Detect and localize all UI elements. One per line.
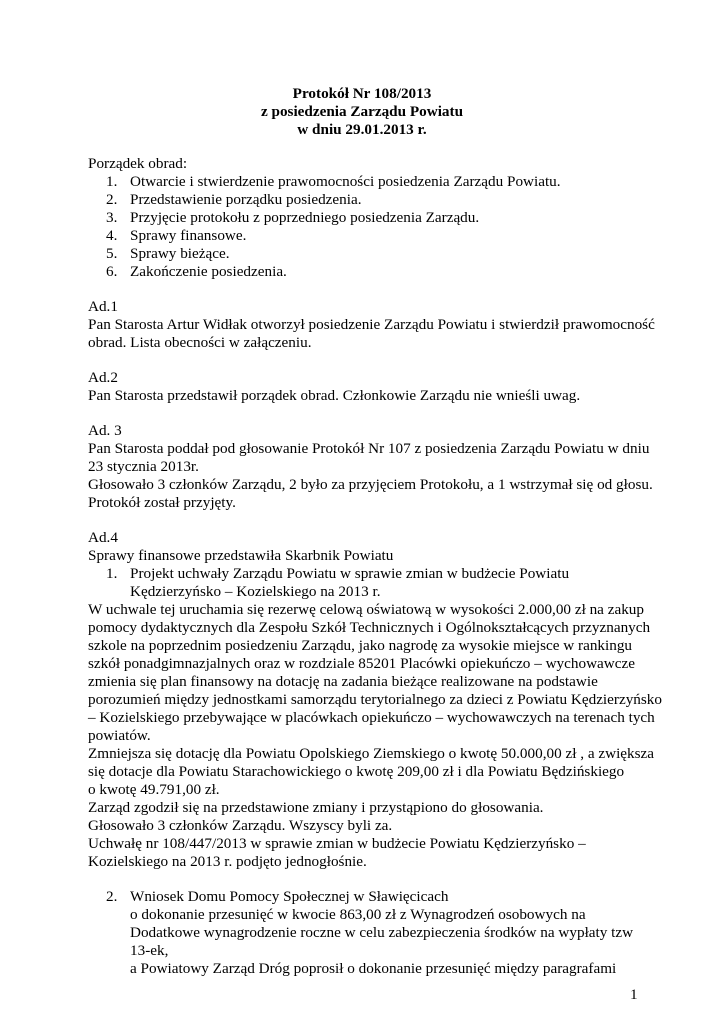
ad4-body-line: Uchwałę nr 108/447/2013 w sprawie zmian w budżecie Powiatu Kędzierzyńsko – bbox=[88, 835, 586, 852]
ad4-body-line: Kozielskiego na 2013 r. podjęto jednogłośnie. bbox=[88, 853, 367, 870]
ad1-text-line: Pan Starosta Artur Widłak otworzył posiedzenie Zarządu Powiatu i stwierdził prawomocność bbox=[88, 316, 655, 333]
ad4-body-line: Głosowało 3 członków Zarządu. Wszyscy byli za. bbox=[88, 817, 393, 834]
agenda-item-text: Sprawy finansowe. bbox=[130, 227, 247, 244]
agenda-item-number: 1. bbox=[106, 173, 118, 190]
agenda-heading: Porządek obrad: bbox=[88, 155, 188, 172]
agenda-item-text: Przyjęcie protokołu z poprzedniego posiedzenia Zarządu. bbox=[130, 209, 480, 226]
ad4-body-line: pomocy dydaktycznych dla Zespołu Szkół Technicznych i Ogólnokształcących przyznanych bbox=[88, 619, 651, 636]
ad4-body-line: porozumień między jednostkami samorządu terytorialnego za dzieci z Powiatu Kędzierzyńsko bbox=[88, 691, 662, 708]
agenda-item-text: Sprawy bieżące. bbox=[130, 245, 230, 262]
ad1-text-line: obrad. Lista obecności w załączeniu. bbox=[88, 334, 312, 351]
ad3-text-line: 23 stycznia 2013r. bbox=[88, 458, 199, 475]
ad4-item-line: o dokonanie przesunięć w kwocie 863,00 zł z Wynagrodzeń osobowych na bbox=[130, 906, 586, 923]
agenda-item-number: 5. bbox=[106, 245, 118, 262]
ad2-text-line: Pan Starosta przedstawił porządek obrad. Członkowie Zarządu nie wnieśli uwag. bbox=[88, 387, 581, 404]
ad4-body-line: o kwotę 49.791,00 zł. bbox=[88, 781, 220, 798]
agenda-item-text: Zakończenie posiedzenia. bbox=[130, 263, 287, 280]
ad4-body-line: szkole na poprzednim posiedzeniu Zarządu, jako nagrodę za wysokie miejsce w rankingu bbox=[88, 637, 633, 654]
agenda-item-number: 4. bbox=[106, 227, 118, 244]
agenda-item-number: 2. bbox=[106, 191, 118, 208]
ad4-body-line: szkół ponadgimnazjalnych oraz w rozdziale 85201 Placówki opiekuńczo – wychowawcze bbox=[88, 655, 635, 672]
page-number: 1 bbox=[630, 986, 638, 1003]
ad4-body-line: – Kozielskiego przebywające w placówkach opiekuńczo – wychowawczych na terenach tych bbox=[88, 709, 655, 726]
ad3-heading: Ad. 3 bbox=[88, 422, 122, 439]
ad4-body-line: zmienia się plan finansowy na dotację na zadania bieżące realizowane na podstawie bbox=[88, 673, 598, 690]
ad4-item-line: a Powiatowy Zarząd Dróg poprosił o dokonanie przesunięć między paragrafami bbox=[130, 960, 617, 977]
ad4-item-line: Dodatkowe wynagrodzenie roczne w celu zabezpieczenia środków na wypłaty tzw bbox=[130, 924, 634, 941]
agenda-item-text: Przedstawienie porządku posiedzenia. bbox=[130, 191, 362, 208]
ad3-text-line: Głosowało 3 członków Zarządu, 2 było za przyjęciem Protokołu, a 1 wstrzymał się od głosu. bbox=[88, 476, 653, 493]
document-subtitle: z posiedzenia Zarządu Powiatu bbox=[260, 103, 464, 120]
ad4-intro: Sprawy finansowe przedstawiła Skarbnik Powiatu bbox=[88, 547, 394, 564]
ad4-body-line: Zarząd zgodził się na przedstawione zmiany i przystąpiono do głosowania. bbox=[88, 799, 544, 816]
ad4-item-line: Projekt uchwały Zarządu Powiatu w sprawie zmian w budżecie Powiatu bbox=[130, 565, 570, 582]
ad4-body-line: W uchwale tej uruchamia się rezerwę celową oświatową w wysokości 2.000,00 zł na zakup bbox=[88, 601, 644, 618]
agenda-item-number: 6. bbox=[106, 263, 118, 280]
ad4-item-number: 2. bbox=[106, 888, 118, 905]
document-title: Protokół Nr 108/2013 bbox=[292, 85, 432, 102]
ad4-body-line: powiatów. bbox=[88, 727, 151, 744]
ad1-heading: Ad.1 bbox=[88, 298, 118, 315]
ad4-item-line: Kędzierzyńsko – Kozielskiego na 2013 r. bbox=[130, 583, 381, 600]
agenda-item-text: Otwarcie i stwierdzenie prawomocności posiedzenia Zarządu Powiatu. bbox=[130, 173, 561, 190]
ad4-body-line: Zmniejsza się dotację dla Powiatu Opolskiego Ziemskiego o kwotę 50.000,00 zł , a zwiększa bbox=[88, 745, 655, 762]
ad4-heading: Ad.4 bbox=[88, 529, 118, 546]
ad4-item-line: Wniosek Domu Pomocy Społecznej w Sławięcicach bbox=[130, 888, 449, 905]
document-date: w dniu 29.01.2013 r. bbox=[297, 121, 427, 138]
agenda-item-number: 3. bbox=[106, 209, 118, 226]
ad3-text-line: Pan Starosta poddał pod głosowanie Protokół Nr 107 z posiedzenia Zarządu Powiatu w dniu bbox=[88, 440, 650, 457]
ad3-text-line: Protokół został przyjęty. bbox=[88, 494, 236, 511]
ad4-body-line: się dotacje dla Powiatu Starachowickiego o kwotę 209,00 zł i dla Powiatu Będzińskiego bbox=[88, 763, 625, 780]
ad4-item-line: 13-ek, bbox=[130, 942, 169, 959]
ad4-item-number: 1. bbox=[106, 565, 118, 582]
ad2-heading: Ad.2 bbox=[88, 369, 118, 386]
